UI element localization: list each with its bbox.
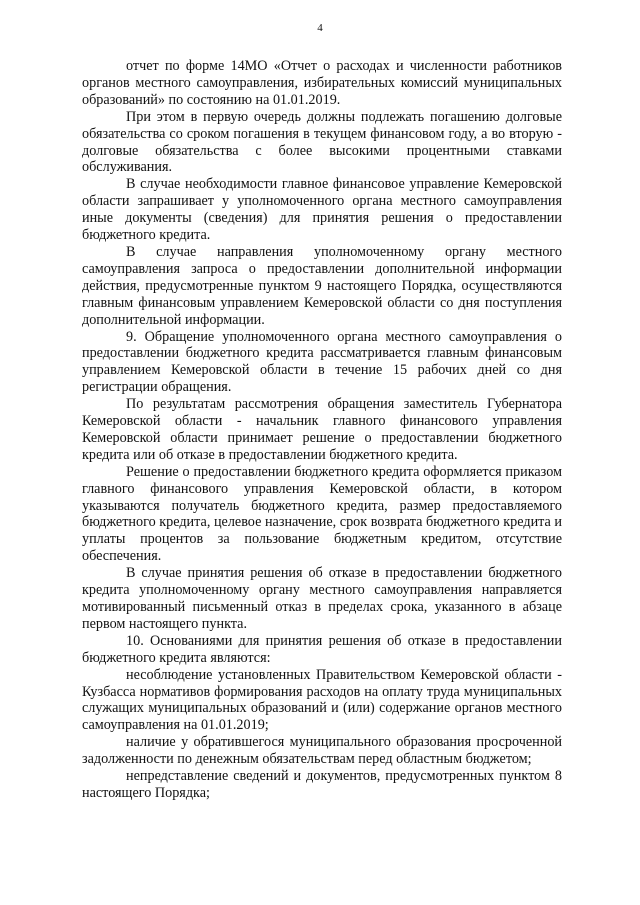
paragraph-document-request: В случае необходимости главное финансовое управление Кемеровской области запрашивает у уполномоченного органа местного самоуправления иные документы (сведения) для принятия решения о предоставлении бюджетного кредита. (82, 176, 562, 244)
paragraph-item-10: 10. Основаниями для принятия решения об отказе в предоставлении бюджетного кредита являются: (82, 632, 562, 666)
page-number: 4 (317, 22, 323, 34)
paragraph-report-form: отчет по форме 14МО «Отчет о расходах и численности работников органов местного самоуправления, избирательных комиссий муниципальных образований» по состоянию на 01.01.2019. (82, 58, 562, 108)
paragraph-order: Решение о предоставлении бюджетного кредита оформляется приказом главного финансового управления Кемеровской области, в котором указываются получатель бюджетного кредита, размер предоставляемого бюджетного кредита, целевое назначение, срок возврата бюджетного кредита и уплаты процентов за пользование бюджетным кредитом, отсутствие обеспечения. (82, 463, 562, 565)
paragraph-ground-missing-documents: непредставление сведений и документов, предусмотренных пунктом 8 настоящего Порядка; (82, 768, 562, 801)
document-body (82, 58, 562, 802)
paragraph-additional-info: В случае направления уполномоченному органу местного самоуправления запроса о предоставлении дополнительной информации действия, предусмотренные пунктом 9 настоящего Порядка, осуществляются главным финансовым управлением Кемеровской области со дня поступления дополнительной информации. (82, 243, 562, 328)
paragraph-decision: По результатам рассмотрения обращения заместитель Губернатора Кемеровской области - начальник главного финансового управления Кемеровской области принимает решение о предоставлении бюджетного кредита или об отказе в предоставлении бюджетного кредита. (82, 396, 562, 463)
paragraph-refusal-notice: В случае принятия решения об отказе в предоставлении бюджетного кредита уполномоченному органу местного самоуправления направляется мотивированный письменный отказ в пределах срока, указанного в абзаце первом настоящего пункта. (82, 565, 562, 632)
paragraph-ground-standards: несоблюдение установленных Правительством Кемеровской области - Кузбасса нормативов формирования расходов на оплату труда муниципальных служащих муниципальных образований и (или) содержание органов местного самоуправления на 01.01.2019; (82, 666, 562, 734)
paragraph-ground-overdue-debt: наличие у обратившегося муниципального образования просроченной задолженности по денежным обязательствам перед областным бюджетом; (82, 734, 562, 768)
paragraph-item-9: 9. Обращение уполномоченного органа местного самоуправления о предоставлении бюджетного кредита рассматривается главным финансовым управлением Кемеровской области в течение 15 рабочих дней со дня регистрации обращения. (82, 328, 562, 396)
paragraph-debt-priority: При этом в первую очередь должны подлежать погашению долговые обязательства со сроком погашения в текущем финансовом году, а во вторую - долговые обязательства с более высокими процентными ставками обслуживания. (82, 108, 562, 176)
